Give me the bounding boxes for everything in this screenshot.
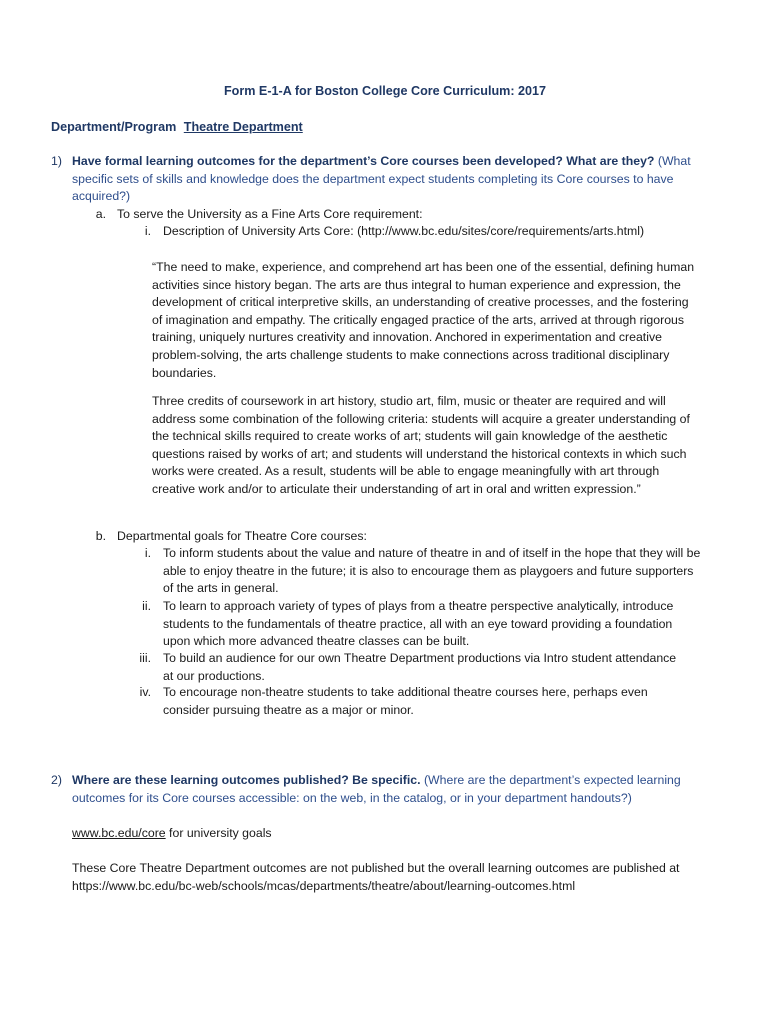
core-link[interactable]: www.bc.edu/core	[72, 826, 166, 840]
question-2-text: Where are these learning outcomes published? Be specific.	[72, 773, 421, 787]
question-2-hint: (Where are the department’s expected learning outcomes for its Core courses accessible: on the web, in the catalog, or in your department handouts?)	[72, 773, 681, 805]
arts-core-quote-paragraph-1: “The need to make, experience, and comprehend art has been one of the essential, defining human activities since history began. The arts are thus integral to human experience and expression, the development of critical interpretive skills, an understanding of creative processes, and the fostering of imagination and empathy. The critically engaged practice of the arts, arrived at through rigorous training, uniquely nurtures creativity and innovation. Anchored in experimentation and creative problem-solving, the arts challenge students to make connections across traditional disciplinary boundaries.	[152, 260, 695, 380]
goal-text: To encourage non-theatre students to take additional theatre courses here, perhaps even consider pursuing theatre as a major or minor.	[163, 685, 648, 717]
arts-core-quote-paragraph-2: Three credits of coursework in art history, studio art, film, music or theater are required and will address some combination of the following criteria: students will acquire a greater understanding of the technical skills required to create works of art; students will gain knowledge of the aesthetic questions raised by works of art; and students will understand the historical contexts in which such works were created. As a result, students will be able to engage meaningfully with art through creative work and/or to articulate their understanding of art in oral and written expression.”	[152, 394, 690, 496]
question-1-hint: (What specific sets of skills and knowledge does the department expect students completing its Core courses to have acquired?)	[72, 154, 691, 203]
department-line	[51, 120, 303, 134]
core-link-line	[72, 825, 712, 843]
publication-statement: These Core Theatre Department outcomes are not published but the overall learning outcomes are published at https://www.bc.edu/bc-web/schools/mcas/departments/theatre/about/learning-outcomes.html	[72, 861, 680, 893]
item-1a-marker: a.	[95, 207, 106, 221]
goal-text: To learn to approach variety of types of plays from a theatre perspective analytically, introduce students to the fundamentals of theatre practice, all with an eye toward providing a foundation upon which more advanced theatre classes can be built.	[163, 599, 674, 648]
department-label: Department/Program	[51, 120, 177, 134]
goal-text: To build an audience for our own Theatre Department productions via Intro student attendance at our productions.	[163, 651, 677, 683]
department-value: Theatre Department	[183, 120, 303, 134]
item-1b-text: Departmental goals for Theatre Core courses:	[117, 529, 367, 543]
goal-marker: i.	[144, 546, 151, 560]
goal-marker: ii.	[142, 599, 151, 613]
item-1a-i-text: Description of University Arts Core: (http://www.bc.edu/sites/core/requirements/arts.html)	[163, 224, 645, 238]
goal-marker: iii.	[139, 651, 151, 665]
goal-marker: iv.	[139, 685, 151, 699]
form-title: Form E-1-A for Boston College Core Curriculum: 2017	[223, 84, 547, 98]
core-link-suffix: for university goals	[165, 826, 272, 840]
question-1-text: Have formal learning outcomes for the department’s Core courses been developed? What are they?	[72, 154, 655, 168]
item-1a-i-marker: i.	[144, 224, 151, 238]
item-1a-text: To serve the University as a Fine Arts Core requirement:	[117, 207, 423, 221]
question-1	[51, 153, 701, 206]
goal-text: To inform students about the value and nature of theatre in and of itself in the hope that they will be able to enjoy theatre in the future; it is also to encourage them as playgoers and future supporters of the arts in general.	[163, 546, 701, 595]
question-1-number: 1)	[51, 154, 62, 168]
question-2-number: 2)	[51, 773, 62, 787]
item-1b-marker: b.	[95, 529, 106, 543]
question-2	[51, 772, 701, 807]
